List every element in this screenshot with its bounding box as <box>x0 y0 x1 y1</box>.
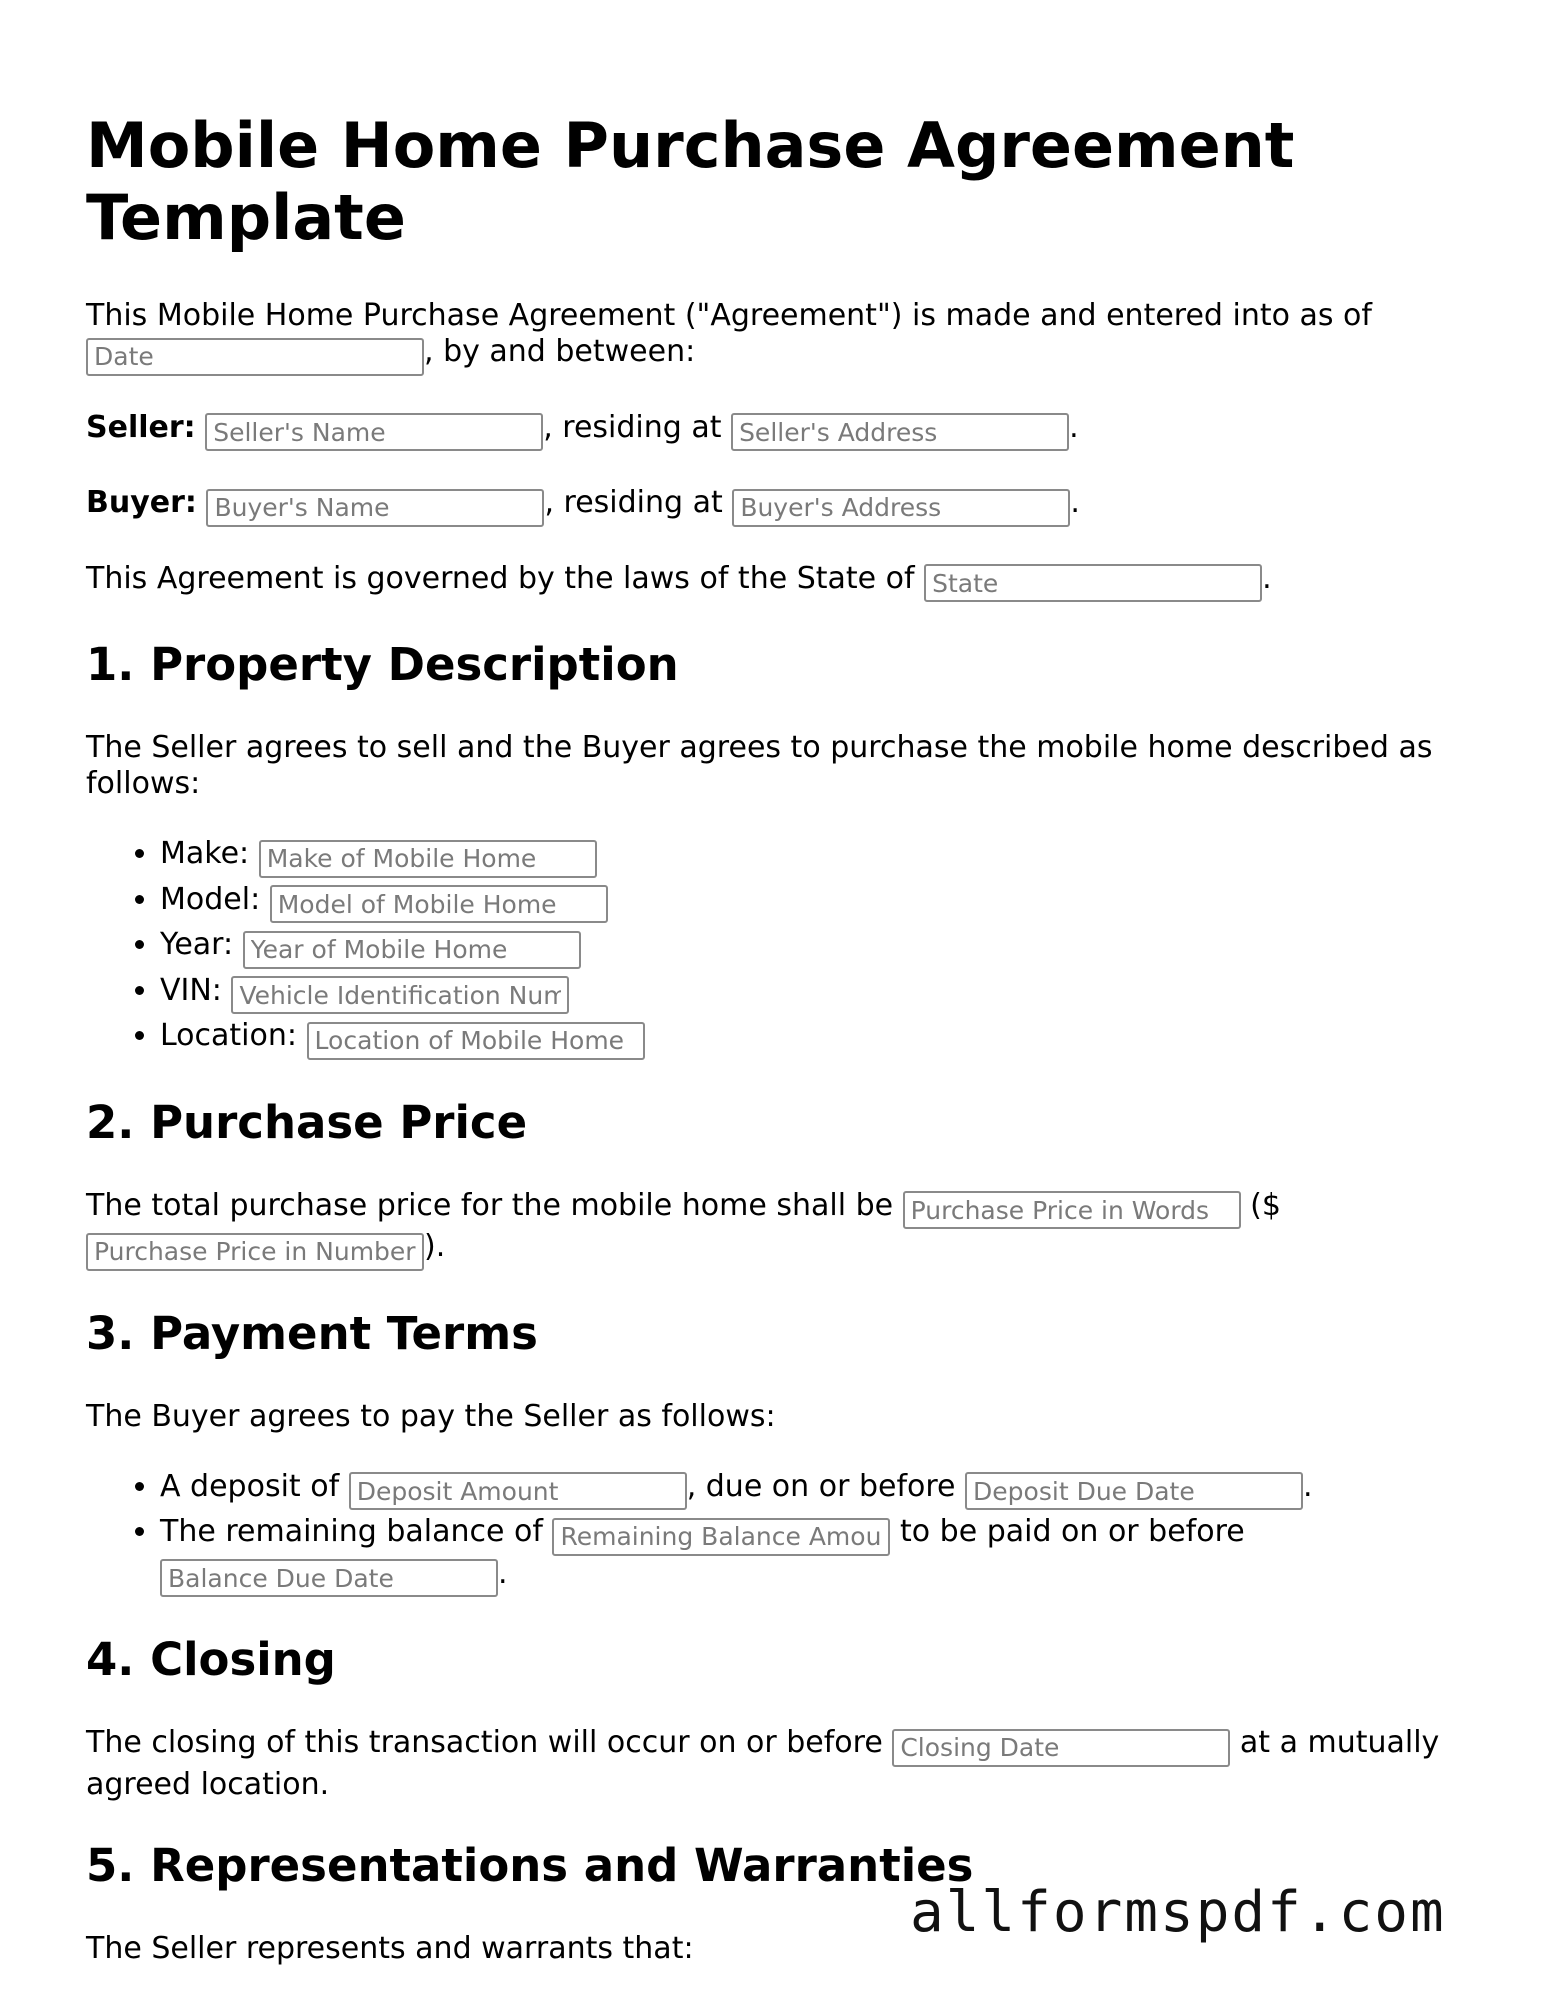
make-field[interactable] <box>259 840 597 878</box>
section-1-heading: 1. Property Description <box>86 638 679 691</box>
purchase-price-text: The total purchase price for the mobile home shall be <box>86 1187 894 1223</box>
price-close: ). <box>424 1229 446 1264</box>
intro-text-after: , by and between: <box>424 334 696 369</box>
governing-law-end: . <box>1262 560 1272 596</box>
deposit-middle-text: , due on or before <box>686 1468 956 1504</box>
seller-residing-text: , residing at <box>543 409 722 445</box>
vin-label: VIN: <box>160 972 222 1008</box>
model-field[interactable] <box>270 885 608 923</box>
section-1-text: The Seller agrees to sell and the Buyer agrees to purchase the mobile home described as follows: <box>86 730 1433 801</box>
seller-name-field[interactable] <box>205 413 543 451</box>
deposit-due-date-field[interactable] <box>965 1472 1303 1510</box>
watermark: allformspdf.com <box>910 1880 1446 1945</box>
agreement-date-field[interactable] <box>86 338 424 376</box>
closing-text: The closing of this transaction will occur on or before <box>86 1725 883 1760</box>
location-label: Location: <box>160 1018 297 1053</box>
dollar-open: ($ <box>1250 1187 1281 1223</box>
balance-due-date-field[interactable] <box>160 1559 498 1597</box>
list-item-balance <box>160 1514 1456 1597</box>
closing-paragraph <box>86 1725 1456 1803</box>
make-label: Make: <box>160 836 250 871</box>
seller-line-end: . <box>1069 409 1079 445</box>
state-field[interactable] <box>924 564 1262 602</box>
balance-text: The remaining balance of <box>160 1514 543 1549</box>
balance-middle-text: to be paid on or before <box>900 1514 1245 1549</box>
list-item-make <box>160 836 1456 878</box>
closing-text-after: at a mutually agreed location. <box>86 1725 1440 1802</box>
vin-field[interactable] <box>231 976 569 1014</box>
intro-text: This Mobile Home Purchase Agreement ("Agreement") is made and entered into as of <box>86 298 1372 333</box>
seller-line <box>86 410 1456 452</box>
governing-law-line <box>86 561 1456 603</box>
buyer-label: Buyer: <box>86 485 197 520</box>
model-label: Model: <box>160 881 261 917</box>
deposit-end: . <box>1303 1468 1313 1504</box>
purchase-price-paragraph <box>86 1188 1456 1271</box>
list-item-vin <box>160 973 1456 1015</box>
deposit-amount-field[interactable] <box>349 1472 687 1510</box>
governing-law-text: This Agreement is governed by the laws of the State of <box>86 560 915 596</box>
intro-paragraph <box>86 298 1456 376</box>
price-in-numbers-field[interactable] <box>86 1233 424 1271</box>
buyer-name-field[interactable] <box>206 489 544 527</box>
remaining-balance-field[interactable] <box>552 1518 890 1556</box>
year-label: Year: <box>160 927 234 962</box>
list-item-year <box>160 927 1456 969</box>
buyer-line-end: . <box>1070 485 1080 520</box>
section-4-heading: 4. Closing <box>86 1633 336 1686</box>
seller-label: Seller: <box>86 409 196 445</box>
year-field[interactable] <box>243 931 581 969</box>
location-field[interactable] <box>307 1022 645 1060</box>
deposit-text: A deposit of <box>160 1468 340 1504</box>
section-5-text: The Seller represents and warrants that: <box>86 1930 694 1966</box>
closing-date-field[interactable] <box>892 1729 1230 1767</box>
buyer-residing-text: , residing at <box>544 485 723 520</box>
payment-terms-list <box>86 1469 1456 1598</box>
list-item-model <box>160 882 1456 924</box>
balance-end: . <box>498 1555 508 1591</box>
document-page <box>86 100 1456 2001</box>
seller-address-field[interactable] <box>731 413 1069 451</box>
buyer-address-field[interactable] <box>732 489 1070 527</box>
property-details-list <box>86 836 1456 1060</box>
section-2-heading: 2. Purchase Price <box>86 1095 528 1149</box>
list-item-deposit <box>160 1469 1456 1511</box>
document-title: Mobile Home Purchase Agreement Template <box>86 109 1295 254</box>
buyer-line <box>86 485 1456 527</box>
section-5-heading: 5. Representations and Warranties <box>86 1838 974 1892</box>
price-in-words-field[interactable] <box>903 1191 1241 1229</box>
section-3-text: The Buyer agrees to pay the Seller as follows: <box>86 1398 776 1434</box>
list-item-location <box>160 1018 1456 1060</box>
section-3-heading: 3. Payment Terms <box>86 1306 538 1360</box>
